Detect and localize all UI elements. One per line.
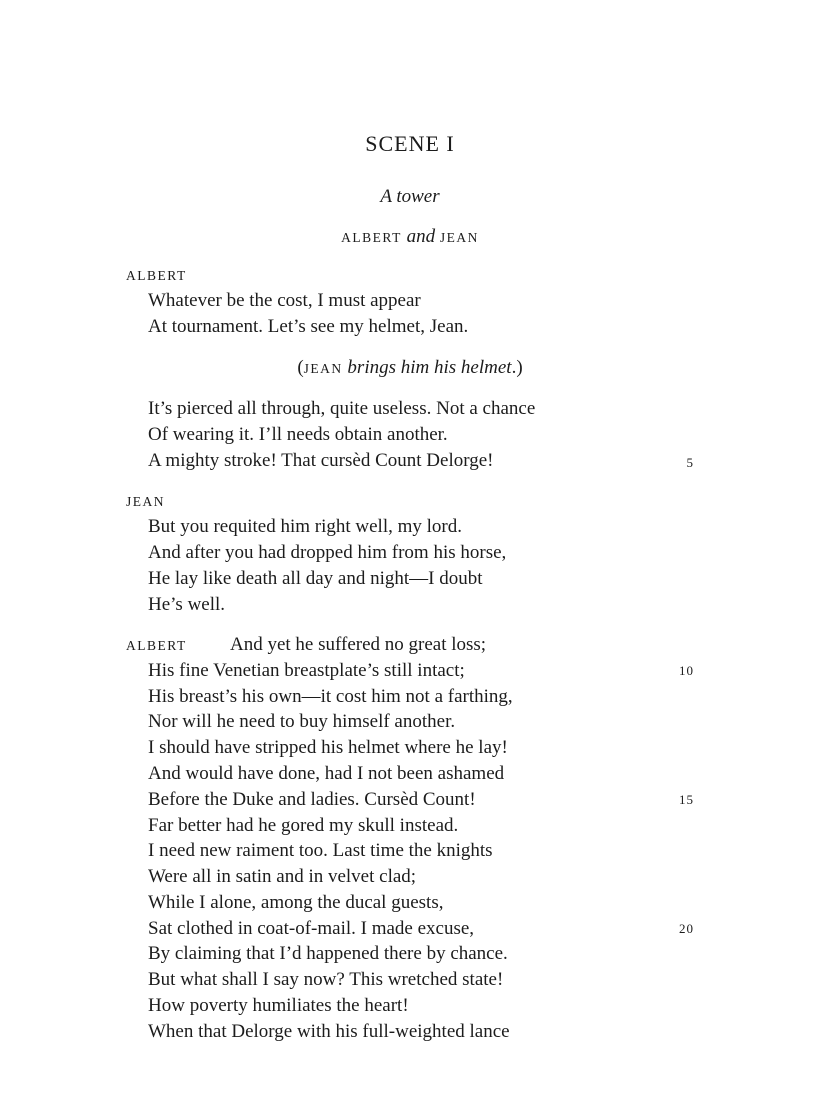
line-number: 15 — [679, 792, 694, 807]
speech-albert-opening — [126, 634, 486, 657]
scene-characters — [0, 226, 820, 248]
line-number: 20 — [679, 921, 694, 936]
verse-line: While I alone, among the ducal guests, — [148, 892, 444, 913]
verse-line: But you requited him right well, my lord. — [148, 516, 462, 537]
stage-character-jean: JEAN — [303, 361, 343, 376]
speaker-albert: ALBERT — [126, 638, 187, 653]
verse-line: Of wearing it. I’ll needs obtain another. — [148, 424, 448, 445]
verse-line: He lay like death all day and night—I doubt — [148, 568, 483, 589]
verse-line: A mighty stroke! That cursèd Count Delorge! — [148, 450, 494, 471]
stage-paren-close: .) — [511, 357, 523, 378]
stage-paren-open: ( — [297, 357, 304, 378]
speaker-jean: JEAN — [126, 494, 165, 509]
stage-action: brings him his helmet — [342, 357, 512, 378]
verse-line: I should have stripped his helmet where he lay! — [148, 737, 508, 758]
characters-conjunction: and — [406, 226, 436, 247]
line-number: 10 — [679, 663, 694, 678]
character-albert: ALBERT — [341, 230, 402, 245]
verse-line: Before the Duke and ladies. Cursèd Count! — [148, 789, 476, 810]
verse-line: I need new raiment too. Last time the knights — [148, 840, 493, 861]
verse-line: Nor will he need to buy himself another. — [148, 711, 456, 732]
verse-line: Sat clothed in coat-of-mail. I made excuse, — [148, 918, 475, 939]
scene-title: SCENE I — [365, 131, 455, 156]
verse-line: When that Delorge with his full-weighted lance — [148, 1021, 510, 1042]
speaker-albert: ALBERT — [126, 268, 187, 283]
verse-line: And after you had dropped him from his horse, — [148, 542, 507, 563]
stage-direction — [0, 357, 820, 380]
verse-line: How poverty humiliates the heart! — [148, 995, 409, 1016]
verse-line: By claiming that I’d happened there by chance. — [148, 943, 508, 964]
verse-line: At tournament. Let’s see my helmet, Jean. — [148, 316, 469, 337]
verse-line: His breast’s his own—it cost him not a farthing, — [148, 686, 513, 707]
verse-line: His fine Venetian breastplate’s still intact; — [148, 660, 465, 681]
verse-line: He’s well. — [148, 594, 226, 615]
verse-line: Were all in satin and in velvet clad; — [148, 866, 417, 887]
verse-line: Far better had he gored my skull instead. — [148, 815, 459, 836]
scene-setting: A tower — [380, 186, 440, 207]
verse-line: And yet he suffered no great loss; — [230, 634, 487, 655]
line-number: 5 — [686, 455, 694, 470]
character-jean: JEAN — [439, 230, 479, 245]
verse-line: It’s pierced all through, quite useless. Not a chance — [148, 398, 536, 419]
verse-line: And would have done, had I not been ashamed — [148, 763, 505, 784]
verse-line: But what shall I say now? This wretched state! — [148, 969, 504, 990]
verse-line: Whatever be the cost, I must appear — [148, 290, 421, 311]
